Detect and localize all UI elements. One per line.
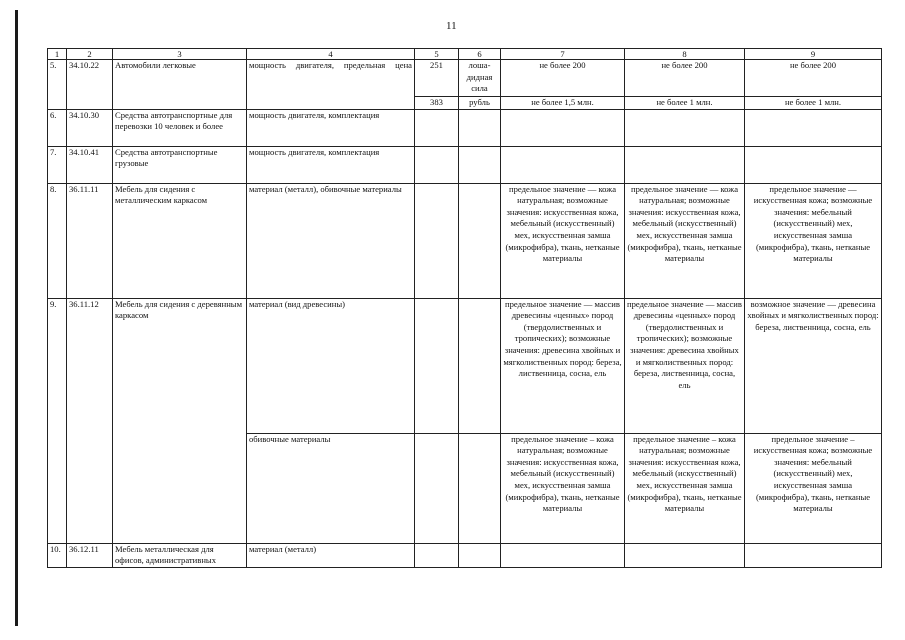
table-row xyxy=(48,109,882,146)
col-header: 9 xyxy=(745,49,882,60)
row-number: 10. xyxy=(48,543,67,567)
okpd-code: 36.11.11 xyxy=(67,183,113,298)
table-row xyxy=(48,543,882,567)
characteristic: мощность двигателя, комплектация xyxy=(247,146,415,183)
item-name: Мебель металлическая для офисов, административных xyxy=(113,543,247,567)
characteristic: материал (вид древесины) xyxy=(247,298,415,433)
unit-name: лоша-дидная сила xyxy=(459,60,501,97)
item-name: Автомобили легковые xyxy=(113,60,247,110)
value-col7: не более 1,5 млн. xyxy=(501,97,625,110)
col-header: 6 xyxy=(459,49,501,60)
characteristic: мощность двигателя, комплектация xyxy=(247,109,415,146)
row-number: 7. xyxy=(48,146,67,183)
row-number: 5. xyxy=(48,60,67,110)
item-name: Средства автотранспортные грузовые xyxy=(113,146,247,183)
okpd-code: 34.10.30 xyxy=(67,109,113,146)
value-col9: предельное значение – искусственная кожа; возможные значения: мебельный (искусственный) мех, искусственная замша (микрофибра), ткань, нетканые материалы xyxy=(745,433,882,543)
characteristic: обивочные материалы xyxy=(247,433,415,543)
okpd-code: 36.11.12 xyxy=(67,298,113,543)
okpd-code: 34.10.22 xyxy=(67,60,113,110)
row-number: 9. xyxy=(48,298,67,543)
value-col8: предельное значение — массив древесины «ценных» пород (твердолиственных и тропических); возможные значения: древесина хвойных и мягколиственных пород: береза, лиственница, сосна, ель xyxy=(625,298,745,433)
item-name: Средства автотранспортные для перевозки 10 человек и более xyxy=(113,109,247,146)
col-header: 2 xyxy=(67,49,113,60)
col-header: 7 xyxy=(501,49,625,60)
value-col9: возможное значение — древесина хвойных и мягколиственных пород: береза, лиственница, сосна, ель xyxy=(745,298,882,433)
item-name: Мебель для сидения с деревянным каркасом xyxy=(113,298,247,543)
okpd-code: 34.10.41 xyxy=(67,146,113,183)
value-col9: не более 200 xyxy=(745,60,882,97)
unit-code: 383 xyxy=(415,97,459,110)
value-col7: предельное значение — массив древесины «ценных» пород (твердолиственных и тропических); возможные значения: древесина хвойных и мягколиственных пород: береза, лиственница, сосна, ель xyxy=(501,298,625,433)
col-header: 1 xyxy=(48,49,67,60)
okpd-code: 36.12.11 xyxy=(67,543,113,567)
page-edge-bar xyxy=(15,10,18,626)
row-number: 8. xyxy=(48,183,67,298)
col-header: 3 xyxy=(113,49,247,60)
table-row xyxy=(48,60,882,97)
unit-name: рубль xyxy=(459,97,501,110)
table-row xyxy=(48,183,882,298)
value-col8: не более 1 млн. xyxy=(625,97,745,110)
table-row xyxy=(48,146,882,183)
value-col7: предельное значение — кожа натуральная; возможные значения: искусственная кожа, мебельный (искусственный) мех, искусственная замша (микрофибра), ткань, нетканые материалы xyxy=(501,183,625,298)
page-number: 11 xyxy=(446,20,457,32)
characteristic: материал (металл), обивочные материалы xyxy=(247,183,415,298)
column-number-row xyxy=(48,49,882,60)
value-col8: предельное значение – кожа натуральная; возможные значения: искусственная кожа, мебельный (искусственный) мех, искусственная замша (микрофибра), ткань, нетканые материалы xyxy=(625,433,745,543)
characteristic: мощность двигателя, предельная цена xyxy=(247,60,415,110)
row-number: 6. xyxy=(48,109,67,146)
value-col8: предельное значение — кожа натуральная; возможные значения: искусственная кожа, мебельный (искусственный) мех, искусственная замша (микрофибра), ткань, нетканые материалы xyxy=(625,183,745,298)
value-col7: не более 200 xyxy=(501,60,625,97)
item-name: Мебель для сидения с металлическим каркасом xyxy=(113,183,247,298)
characteristic: материал (металл) xyxy=(247,543,415,567)
value-col7: предельное значение – кожа натуральная; возможные значения: искусственная кожа, мебельный (искусственный) мех, искусственная замша (микрофибра), ткань, нетканые материалы xyxy=(501,433,625,543)
col-header: 4 xyxy=(247,49,415,60)
col-header: 8 xyxy=(625,49,745,60)
col-header: 5 xyxy=(415,49,459,60)
value-col9: не более 1 млн. xyxy=(745,97,882,110)
value-col9: предельное значение — искусственная кожа; возможные значения: мебельный (искусственный) мех, искусственная замша (микрофибра), ткань, нетканые материалы xyxy=(745,183,882,298)
unit-code: 251 xyxy=(415,60,459,97)
table-row xyxy=(48,298,882,433)
requirements-table xyxy=(47,48,882,568)
value-col8: не более 200 xyxy=(625,60,745,97)
